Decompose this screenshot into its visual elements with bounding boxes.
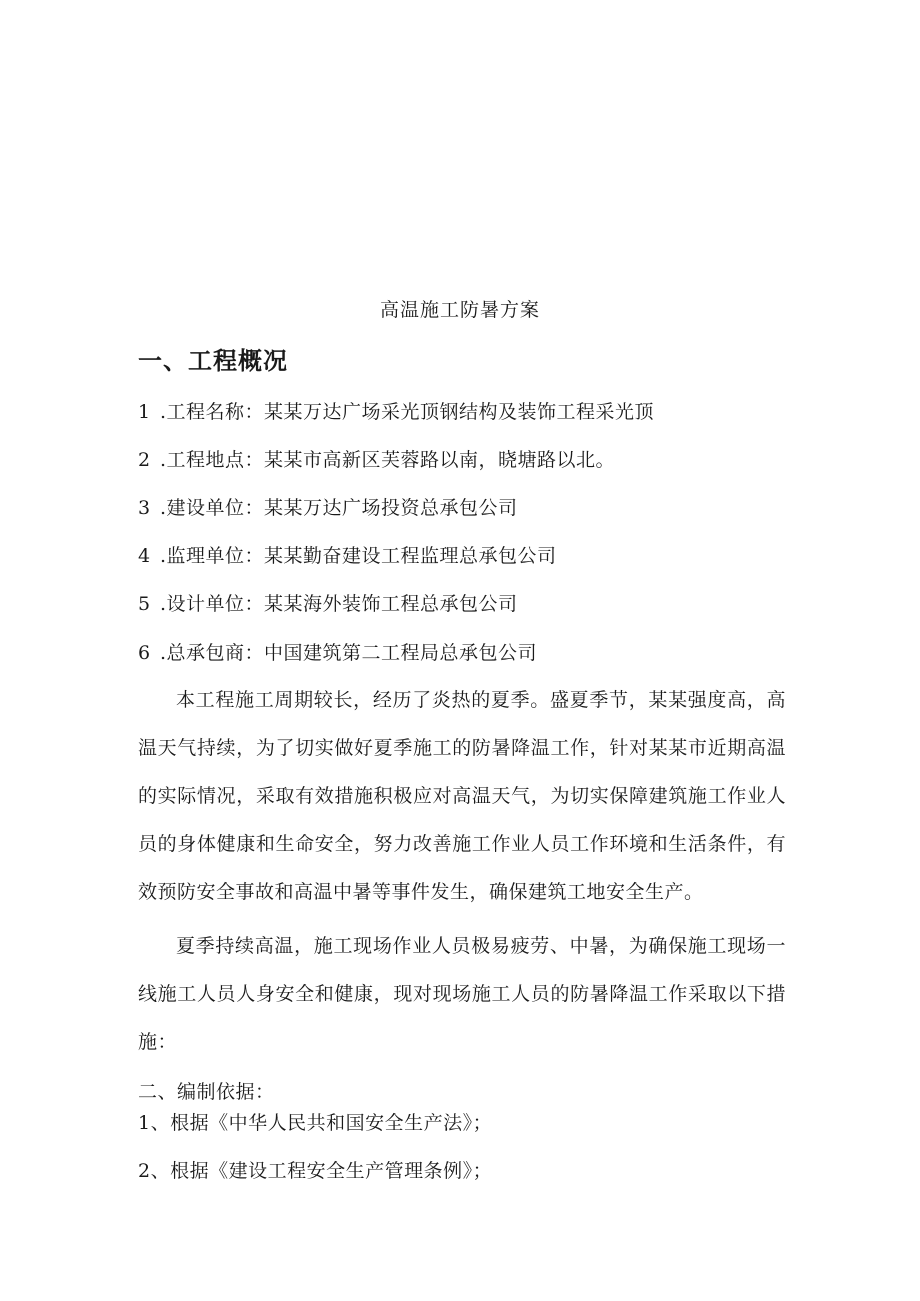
project-info-number: 2 bbox=[138, 449, 151, 471]
basis-list-item: 2、根据《建设工程安全生产管理条例》； bbox=[138, 1160, 493, 1182]
project-info-text: .总承包商：中国建筑第二工程局总承包公司 bbox=[160, 642, 538, 664]
project-info-text: .建设单位：某某万达广场投资总承包公司 bbox=[160, 497, 518, 519]
project-info-item bbox=[138, 639, 537, 667]
project-info-number: 6 bbox=[138, 642, 151, 664]
project-info-text: .工程名称：某某万达广场采光顶钢结构及装饰工程采光顶 bbox=[160, 401, 655, 423]
project-info-item bbox=[138, 398, 654, 426]
project-info-item bbox=[138, 542, 557, 570]
section-heading-compilation-basis: 二、编制依据： bbox=[138, 1081, 275, 1103]
body-paragraph: 夏季持续高温，施工现场作业人员极易疲劳、中暑，为确保施工现场一线施工人员人身安全和健康，现对现场施工人员的防暑降温工作采取以下措施： bbox=[138, 935, 786, 1053]
project-info-text: .监理单位：某某勤奋建设工程监理总承包公司 bbox=[160, 545, 557, 567]
project-info-number: 3 bbox=[138, 497, 151, 519]
document-title: 高温施工防暑方案 bbox=[379, 299, 540, 321]
project-info-number: 5 bbox=[138, 593, 151, 615]
project-info-item bbox=[138, 590, 518, 618]
section-heading-project-overview: 一、工程概况 bbox=[138, 347, 288, 375]
project-info-number: 4 bbox=[138, 545, 151, 567]
project-info-number: 1 bbox=[138, 401, 151, 423]
project-info-text: .工程地点：某某市高新区芙蓉路以南，晓塘路以北。 bbox=[160, 449, 616, 471]
project-info-item bbox=[138, 494, 518, 522]
project-info-text: .设计单位：某某海外装饰工程总承包公司 bbox=[160, 593, 518, 615]
body-paragraph: 本工程施工周期较长，经历了炎热的夏季。盛夏季节，某某强度高，高温天气持续，为了切实做好夏季施工的防暑降温工作，针对某某市近期高温的实际情况，采取有效措施积极应对高温天气，为切实保障建筑施工作业人员的身体健康和生命安全，努力改善施工作业人员工作环境和生活条件，有效预防安全事故和高温中暑等事件发生，确保建筑工地安全生产。 bbox=[138, 689, 786, 903]
project-info-item bbox=[138, 446, 615, 474]
basis-list-item: 1、根据《中华人民共和国安全生产法》； bbox=[138, 1112, 493, 1134]
